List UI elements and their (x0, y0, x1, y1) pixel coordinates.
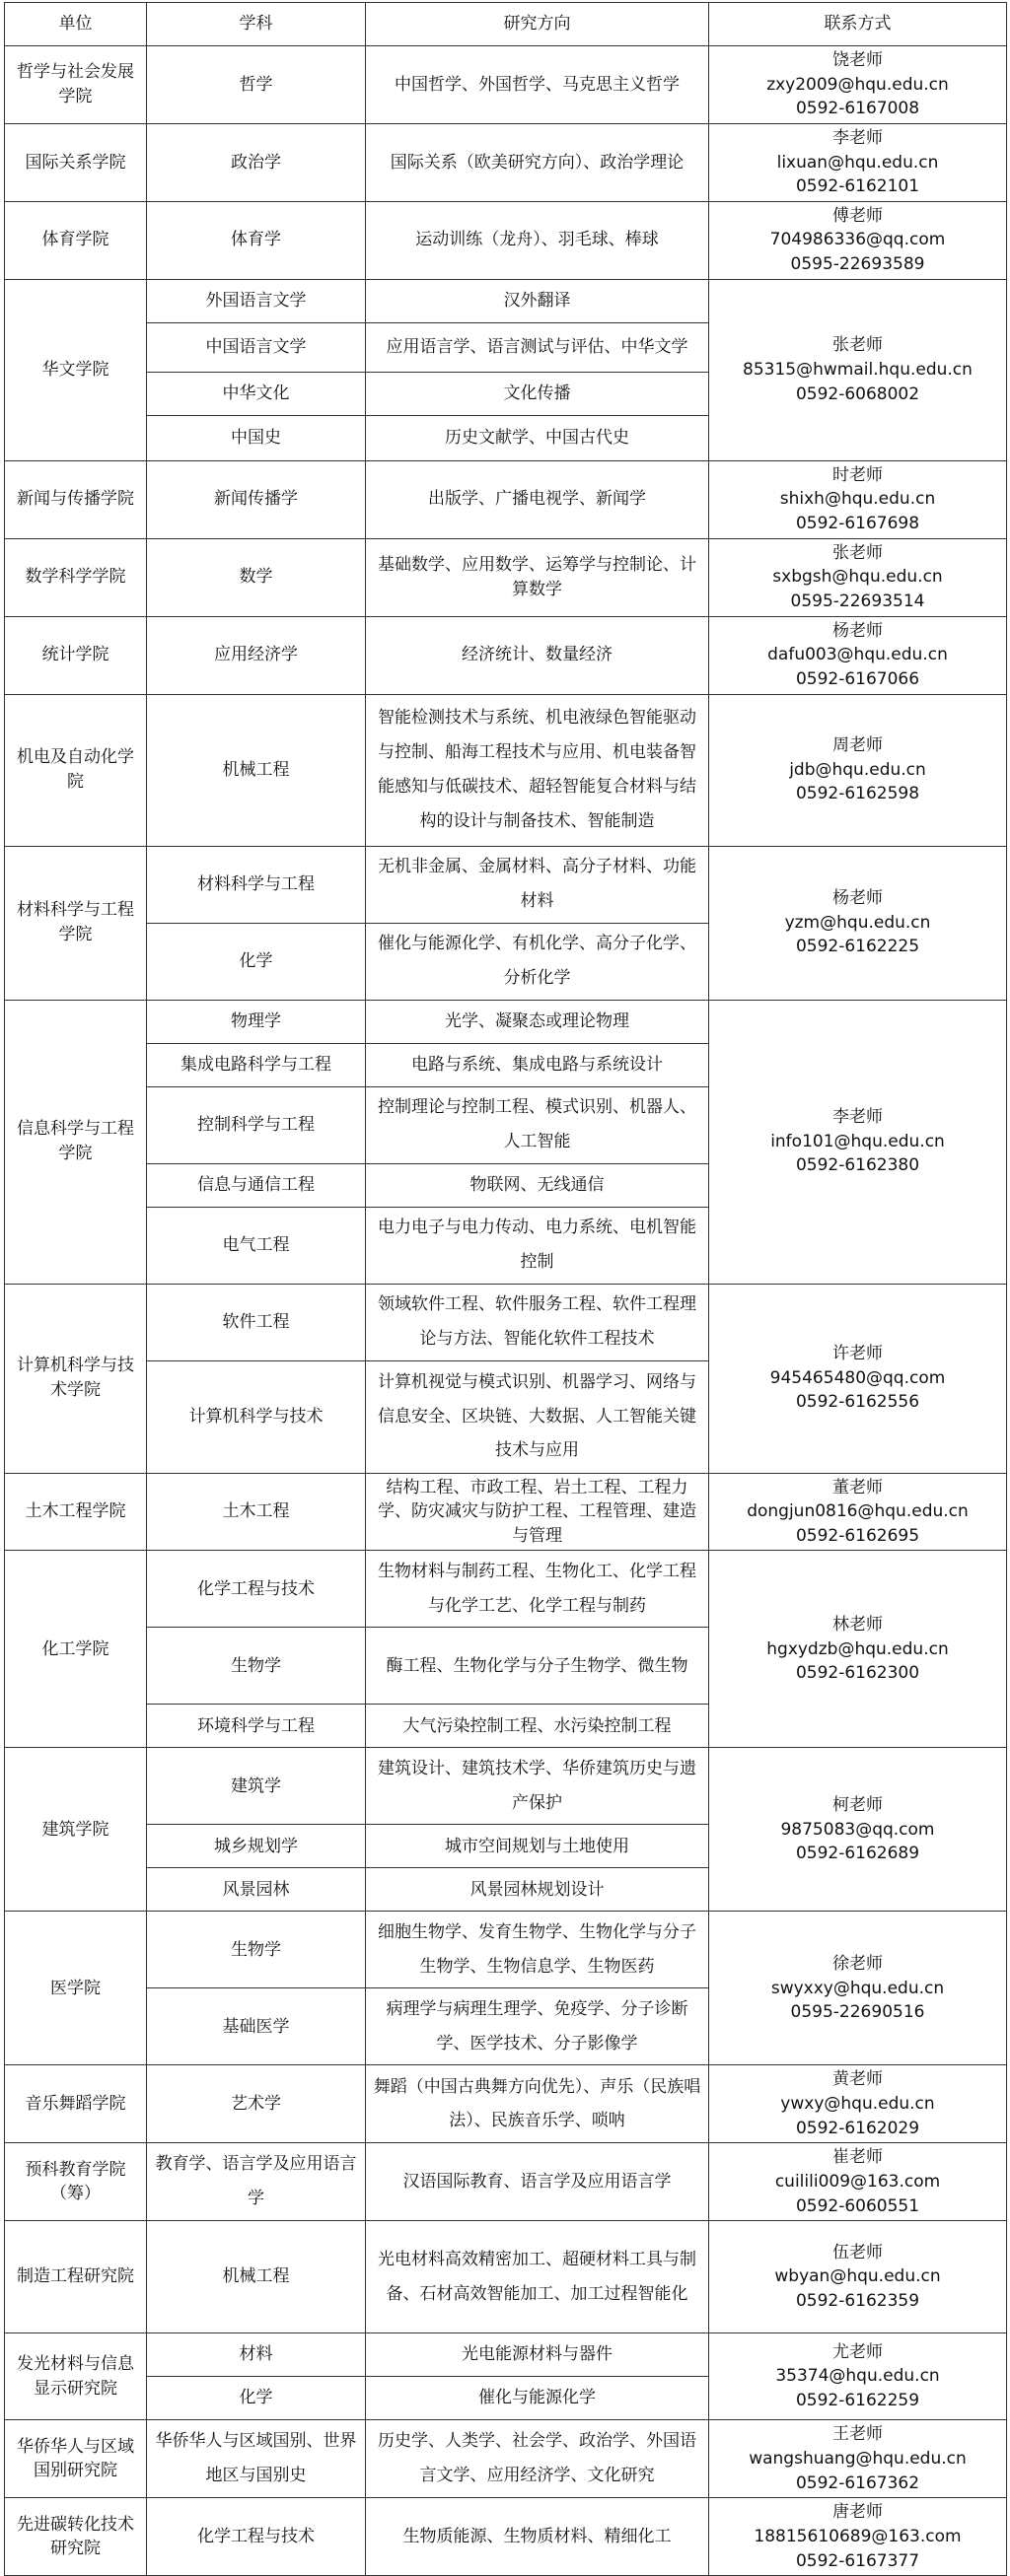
contact-email[interactable]: 945465480@qq.com (769, 1367, 946, 1388)
direction-cell: 生物材料与制药工程、生物化工、化学工程与化学工艺、化学工程与制药 (366, 1551, 709, 1628)
unit-cell: 哲学与社会发展学院 (5, 46, 147, 124)
contact-name: 张老师 (832, 542, 883, 563)
direction-cell: 智能检测技术与系统、机电液绿色智能驱动与控制、船海工程技术与应用、机电装备智能感知与低碳技术、超轻智能复合材料与结构的设计与制备技术、智能制造 (366, 694, 709, 846)
direction-cell: 无机非金属、金属材料、高分子材料、功能材料 (366, 846, 709, 923)
contact-name: 黄老师 (832, 2069, 883, 2090)
subject-cell: 软件工程 (147, 1284, 366, 1360)
contact-email[interactable]: hgxydzb@hqu.edu.cn (766, 1638, 949, 1659)
contact-name: 许老师 (832, 1344, 883, 1364)
contact-name: 饶老师 (832, 50, 883, 70)
contact-phone: 0592-6167698 (795, 514, 920, 534)
direction-cell: 经济统计、数量经济 (366, 616, 709, 694)
direction-cell: 细胞生物学、发育生物学、生物化学与分子生物学、生物信息学、生物医药 (366, 1912, 709, 1988)
contact-phone: 0592-6162380 (795, 1155, 920, 1176)
contact-phone: 0592-6167008 (795, 99, 920, 119)
contact-name: 董老师 (832, 1477, 883, 1497)
direction-cell: 历史学、人类学、社会学、政治学、外国语言文学、应用经济学、文化研究 (366, 2420, 709, 2498)
subject-cell: 化学 (147, 2377, 366, 2420)
direction-cell: 汉语国际教育、语言学及应用语言学 (366, 2143, 709, 2221)
table-row (5, 694, 1007, 846)
subject-cell: 新闻传播学 (147, 460, 366, 538)
subject-cell: 电气工程 (147, 1207, 366, 1284)
subject-cell: 体育学 (147, 201, 366, 279)
contact-email[interactable]: jdb@hqu.edu.cn (789, 759, 926, 780)
contact-email[interactable]: 85315@hwmail.hqu.edu.cn (743, 359, 973, 380)
contact-cell (709, 1473, 1007, 1551)
unit-cell: 土木工程学院 (5, 1473, 147, 1551)
subject-cell: 华侨华人与区域国别、世界地区与国别史 (147, 2420, 366, 2498)
contact-name: 徐老师 (832, 1953, 883, 1974)
header-subject: 学科 (147, 3, 366, 46)
table-row (5, 1473, 1007, 1551)
contact-email[interactable]: ywxy@hqu.edu.cn (780, 2094, 935, 2115)
contact-phone: 0592-6060551 (795, 2195, 920, 2216)
unit-cell: 新闻与传播学院 (5, 460, 147, 538)
table-row (5, 1284, 1007, 1360)
subject-cell: 土木工程 (147, 1473, 366, 1551)
contact-cell (709, 616, 1007, 694)
subject-cell: 信息与通信工程 (147, 1163, 366, 1207)
contact-name: 李老师 (832, 1107, 883, 1128)
subject-cell: 集成电路科学与工程 (147, 1043, 366, 1086)
contact-phone: 0595-22693514 (790, 591, 925, 611)
subject-cell: 外国语言文学 (147, 279, 366, 322)
contact-email[interactable]: swyxxy@hqu.edu.cn (770, 1978, 945, 1998)
subject-cell: 控制科学与工程 (147, 1086, 366, 1163)
unit-cell: 数学科学学院 (5, 538, 147, 616)
subject-cell: 中国史 (147, 415, 366, 460)
direction-cell: 风景园林规划设计 (366, 1868, 709, 1912)
contact-cell (709, 2420, 1007, 2498)
direction-cell: 应用语言学、语言测试与评估、中华文学 (366, 322, 709, 372)
subject-cell: 机械工程 (147, 694, 366, 846)
contact-phone: 0592-6162101 (795, 176, 920, 197)
subject-cell: 计算机科学与技术 (147, 1360, 366, 1473)
contact-email[interactable]: dafu003@hqu.edu.cn (767, 645, 948, 665)
contact-name: 时老师 (832, 464, 883, 485)
contact-cell (709, 1551, 1007, 1748)
direction-cell: 控制理论与控制工程、模式识别、机器人、人工智能 (366, 1086, 709, 1163)
direction-cell: 历史文献学、中国古代史 (366, 415, 709, 460)
contact-cell (709, 1000, 1007, 1284)
contact-email[interactable]: sxbgsh@hqu.edu.cn (772, 567, 943, 588)
contact-email[interactable]: wangshuang@hqu.edu.cn (749, 2448, 967, 2469)
subject-cell: 环境科学与工程 (147, 1705, 366, 1748)
contact-cell (709, 123, 1007, 201)
contact-name: 林老师 (832, 1614, 883, 1635)
unit-cell: 发光材料与信息显示研究院 (5, 2333, 147, 2420)
direction-cell: 出版学、广播电视学、新闻学 (366, 460, 709, 538)
contact-cell (709, 2333, 1007, 2420)
direction-cell: 领域软件工程、软件服务工程、软件工程理论与方法、智能化软件工程技术 (366, 1284, 709, 1360)
contact-name: 王老师 (832, 2424, 883, 2445)
contact-phone: 0592-6167066 (795, 668, 920, 689)
subject-cell: 材料 (147, 2333, 366, 2377)
direction-cell: 中国哲学、外国哲学、马克思主义哲学 (366, 46, 709, 124)
subject-cell: 政治学 (147, 123, 366, 201)
unit-cell: 华侨华人与区域国别研究院 (5, 2420, 147, 2498)
unit-cell: 音乐舞蹈学院 (5, 2065, 147, 2143)
contact-phone: 0592-6162359 (795, 2291, 920, 2312)
direction-cell: 催化与能源化学、有机化学、高分子化学、分析化学 (366, 923, 709, 1000)
subject-cell: 建筑学 (147, 1748, 366, 1825)
contact-name: 伍老师 (832, 2242, 883, 2263)
contact-name: 杨老师 (832, 888, 883, 909)
contact-email[interactable]: shixh@hqu.edu.cn (779, 489, 936, 510)
direction-cell: 城市空间规划与土地使用 (366, 1825, 709, 1868)
subject-cell: 艺术学 (147, 2065, 366, 2143)
contact-cell (709, 46, 1007, 124)
header-direction: 研究方向 (366, 3, 709, 46)
contact-email[interactable]: 35374@hqu.edu.cn (775, 2366, 940, 2387)
table-row (5, 2420, 1007, 2498)
direction-cell: 催化与能源化学 (366, 2377, 709, 2420)
subject-cell: 中华文化 (147, 372, 366, 415)
header-unit: 单位 (5, 3, 147, 46)
direction-cell: 生物质能源、生物质材料、精细化工 (366, 2498, 709, 2576)
contact-cell (709, 201, 1007, 279)
contact-cell (709, 2221, 1007, 2333)
table-row (5, 460, 1007, 538)
contact-phone: 0592-6162556 (795, 1392, 920, 1413)
contact-cell (709, 2065, 1007, 2143)
table-row (5, 2143, 1007, 2221)
unit-cell: 机电及自动化学院 (5, 694, 147, 846)
table-row (5, 2498, 1007, 2576)
contact-name: 柯老师 (832, 1794, 883, 1815)
unit-cell: 化工学院 (5, 1551, 147, 1748)
table-row (5, 2221, 1007, 2333)
unit-cell: 体育学院 (5, 201, 147, 279)
subject-cell: 化学工程与技术 (147, 2498, 366, 2576)
unit-cell: 建筑学院 (5, 1748, 147, 1912)
table-row (5, 1912, 1007, 1988)
subject-cell: 哲学 (147, 46, 366, 124)
unit-cell: 医学院 (5, 1912, 147, 2065)
unit-cell: 统计学院 (5, 616, 147, 694)
table-row (5, 279, 1007, 322)
direction-cell: 计算机视觉与模式识别、机器学习、网络与信息安全、区块链、大数据、人工智能关键技术与应用 (366, 1360, 709, 1473)
header-contact: 联系方式 (709, 3, 1007, 46)
direction-cell: 结构工程、市政工程、岩土工程、工程力学、防灾减灾与防护工程、工程管理、建造与管理 (366, 1473, 709, 1551)
subject-cell: 化学 (147, 923, 366, 1000)
unit-cell: 制造工程研究院 (5, 2221, 147, 2333)
unit-cell: 华文学院 (5, 279, 147, 460)
contact-phone: 0592-6162598 (795, 784, 920, 804)
table-row (5, 1551, 1007, 1628)
contact-phone: 0592-6162300 (795, 1663, 920, 1684)
contact-email[interactable]: yzm@hqu.edu.cn (784, 912, 931, 933)
direction-cell: 光学、凝聚态或理论物理 (366, 1000, 709, 1043)
direction-cell: 文化传播 (366, 372, 709, 415)
table-row (5, 46, 1007, 124)
direction-cell: 电路与系统、集成电路与系统设计 (366, 1043, 709, 1086)
subject-cell: 化学工程与技术 (147, 1551, 366, 1628)
contact-phone: 0592-6162029 (795, 2118, 920, 2138)
contact-phone: 0592-6162259 (795, 2391, 920, 2411)
contact-cell (709, 279, 1007, 460)
direction-cell: 运动训练（龙舟）、羽毛球、棒球 (366, 201, 709, 279)
unit-cell: 预科教育学院（筹） (5, 2143, 147, 2221)
contact-cell (709, 2143, 1007, 2221)
subject-cell: 物理学 (147, 1000, 366, 1043)
subject-cell: 教育学、语言学及应用语言学 (147, 2143, 366, 2221)
table-row (5, 1748, 1007, 1825)
table-row (5, 201, 1007, 279)
table-row (5, 616, 1007, 694)
direction-cell: 舞蹈（中国古典舞方向优先）、声乐（民族唱法）、民族音乐学、唢呐 (366, 2065, 709, 2143)
subject-cell: 基础医学 (147, 1988, 366, 2065)
contact-cell (709, 460, 1007, 538)
contact-email[interactable]: dongjun0816@hqu.edu.cn (747, 1501, 969, 1522)
direction-cell: 物联网、无线通信 (366, 1163, 709, 1207)
table-row (5, 1000, 1007, 1043)
contact-name: 傅老师 (832, 205, 883, 226)
contact-cell (709, 2498, 1007, 2576)
contact-phone: 0592-6167377 (795, 2550, 920, 2571)
recruitment-table (4, 2, 1007, 2576)
direction-cell: 病理学与病理生理学、免疫学、分子诊断学、医学技术、分子影像学 (366, 1988, 709, 2065)
subject-cell: 中国语言文学 (147, 322, 366, 372)
direction-cell: 电力电子与电力传动、电力系统、电机智能控制 (366, 1207, 709, 1284)
table-row (5, 538, 1007, 616)
contact-email[interactable]: info101@hqu.edu.cn (770, 1131, 945, 1151)
contact-name: 崔老师 (832, 2147, 883, 2168)
subject-cell: 数学 (147, 538, 366, 616)
contact-phone: 0592-6162689 (795, 1844, 920, 1864)
unit-cell: 信息科学与工程学院 (5, 1000, 147, 1284)
subject-cell: 材料科学与工程 (147, 846, 366, 923)
direction-cell: 光电材料高效精密加工、超硬材料工具与制备、石材高效智能加工、加工过程智能化 (366, 2221, 709, 2333)
contact-cell (709, 1284, 1007, 1473)
contact-cell (709, 1748, 1007, 1912)
direction-cell: 酶工程、生物化学与分子生物学、微生物 (366, 1628, 709, 1705)
subject-cell: 应用经济学 (147, 616, 366, 694)
contact-name: 尤老师 (832, 2341, 883, 2362)
contact-phone: 0592-6162225 (795, 937, 920, 957)
contact-email[interactable]: 9875083@qq.com (780, 1819, 935, 1840)
table-row (5, 123, 1007, 201)
direction-cell: 国际关系（欧美研究方向）、政治学理论 (366, 123, 709, 201)
header-row (5, 3, 1007, 46)
contact-phone: 0592-6068002 (795, 383, 920, 404)
direction-cell: 基础数学、应用数学、运筹学与控制论、计算数学 (366, 538, 709, 616)
contact-name: 唐老师 (832, 2502, 883, 2523)
direction-cell: 建筑设计、建筑技术学、华侨建筑历史与遗产保护 (366, 1748, 709, 1825)
table-body (5, 46, 1007, 2576)
subject-cell: 生物学 (147, 1628, 366, 1705)
unit-cell: 材料科学与工程学院 (5, 846, 147, 1000)
contact-phone: 0595-22690516 (790, 2002, 925, 2023)
contact-name: 周老师 (832, 735, 883, 756)
contact-phone: 0592-6167362 (795, 2472, 920, 2493)
contact-email[interactable]: zxy2009@hqu.edu.cn (766, 74, 949, 95)
table-row (5, 846, 1007, 923)
contact-cell (709, 846, 1007, 1000)
direction-cell: 光电能源材料与器件 (366, 2333, 709, 2377)
unit-cell: 计算机科学与技术学院 (5, 1284, 147, 1473)
subject-cell: 机械工程 (147, 2221, 366, 2333)
contact-name: 杨老师 (832, 620, 883, 641)
contact-cell (709, 1912, 1007, 2065)
contact-name: 李老师 (832, 127, 883, 148)
direction-cell: 大气污染控制工程、水污染控制工程 (366, 1705, 709, 1748)
table-row (5, 2333, 1007, 2377)
contact-name: 张老师 (832, 335, 883, 356)
contact-email[interactable]: 704986336@qq.com (769, 230, 946, 250)
subject-cell: 城乡规划学 (147, 1825, 366, 1868)
contact-cell (709, 694, 1007, 846)
subject-cell: 风景园林 (147, 1868, 366, 1912)
subject-cell: 生物学 (147, 1912, 366, 1988)
direction-cell: 汉外翻译 (366, 279, 709, 322)
contact-phone: 0595-22693589 (790, 254, 925, 275)
unit-cell: 国际关系学院 (5, 123, 147, 201)
contact-email[interactable]: 18815610689@163.com (754, 2526, 962, 2546)
contact-email[interactable]: lixuan@hqu.edu.cn (776, 152, 939, 173)
contact-phone: 0592-6162695 (795, 1525, 920, 1546)
contact-cell (709, 538, 1007, 616)
contact-email[interactable]: wbyan@hqu.edu.cn (774, 2266, 941, 2287)
unit-cell: 先进碳转化技术研究院 (5, 2498, 147, 2576)
contact-email[interactable]: cuilili009@163.com (774, 2172, 941, 2193)
table-row (5, 2065, 1007, 2143)
